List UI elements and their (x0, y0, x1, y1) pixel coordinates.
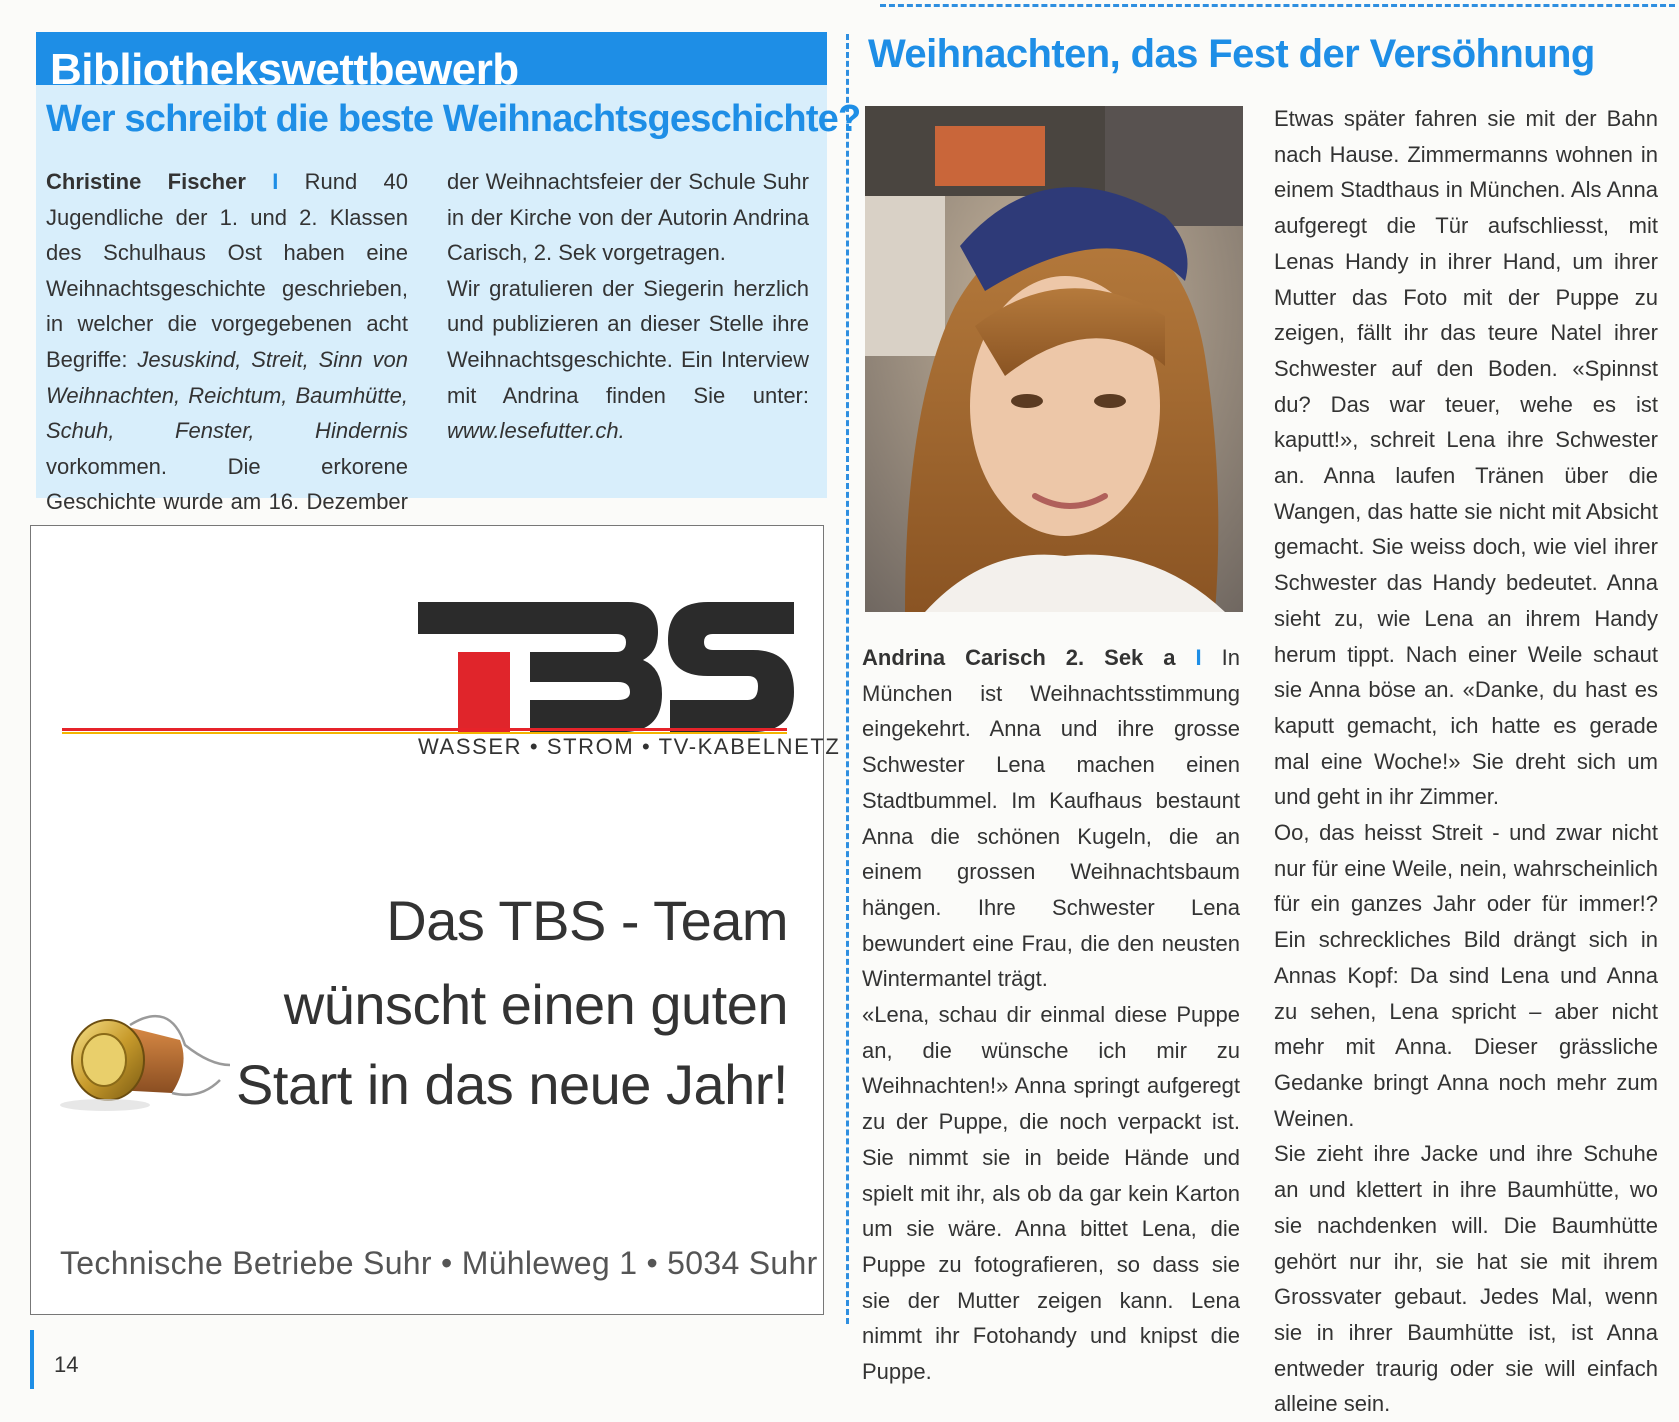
article-paragraph-2: «Lena, schau dir einmal diese Puppe an, die wünsche ich mir zu Weihnachten!» Anna springt aufgeregt zu der Puppe, die noch verpackt ist. Sie nimmt sie in beide Hände und spielt mit ihr, als ob da gar kein Karton um sie wäre. Anna bittet Lena, die Puppe zu fotografieren, so dass sie sie der Mutter zeigen kann. Lena nimmt ihr Fotohandy und knipst die Puppe. (862, 1002, 1240, 1385)
top-dashed-rule (880, 4, 1675, 7)
library-text-2b-body: Wir gratulieren der Siegerin herzlich und publizieren an dieser Stelle ihre Weihnachtsgeschichte. Ein Interview mit Andrina finden Sie unter: (447, 275, 809, 408)
article-paragraph-3: Etwas später fahren sie mit der Bahn nach Hause. Zimmermanns wohnen in einem Stadthaus in München. Als Anna aufgeregt die Tür aufschliesst, mit Lenas Handy in ihrer Hand, um ihrer Mutter das Foto mit der Puppe zu zeigen, fällt ihr das teure Natel ihrer Schwester auf den Boden. «Spinnst du? Das war teuer, wehe es ist kaputt!», schreit Lena ihre Schwester an. Anna laufen Tränen über die Wangen, das hatte sie nicht mit Absicht gemacht. Sie weiss doch, wie viel ihrer Schwester das Handy bedeutet. Anna sieht zu, wie Lena an ihrem Handy herum tippt. Nach einer Weile schaut sie Anna böse an. «Danke, du hast es kaputt gemacht, ich hatte es gerade mal eine Woche!» Sie dreht sich um und geht in ihr Zimmer. (1274, 106, 1658, 810)
article-column-2 (1274, 101, 1658, 1422)
champagne-cork-icon (60, 1005, 230, 1115)
article-paragraph-5: Sie zieht ihre Jacke und ihre Schuhe an und klettert in ihre Baumhütte, wo sie nachdenken will. Die Baumhütte gehört nur ihr, sie hat sie mit ihrem Grossvater gebaut. Jedes Mal, wenn sie in ihrer Baumhütte ist, ist Anna entweder traurig oder sie will einfach alleine sein. (1274, 1141, 1658, 1417)
ad-headline-1: Das TBS - Team (386, 889, 788, 952)
library-column-1 (46, 164, 408, 556)
article-author: Andrina Carisch 2. Sek a (862, 645, 1176, 670)
library-subtitle: Wer schreibt die beste Weihnachtsgeschichte? (46, 98, 861, 140)
page-number: 14 (54, 1352, 79, 1377)
author-portrait-photo (865, 106, 1243, 612)
tbs-tagline: WASSER • STROM • TV-KABELNETZ (418, 734, 841, 759)
library-text-1b: vorkommen. Die erkorene Geschichte wurde am 16. Dezember (46, 453, 408, 515)
ad-headline-2: wünscht einen guten (283, 973, 788, 1036)
library-terms: Jesuskind, Streit, Sinn von Weihnachten, Reichtum, Baumhütte, Schuh, Fenster, Hindernis (46, 346, 408, 444)
article-paragraph-4: Oo, das heisst Streit - und zwar nicht nur für eine Weile, nein, wahrscheinlich für ein ganzes Jahr oder für immer!? Ein schreckliches Bild drängt sich in Annas Kopf: Da sind Lena und Anna zu sehen, Lena spricht – aber nicht mehr mit Anna. Dieser grässliche Gedanke bringt Anna noch mehr zum Weinen. (1274, 820, 1658, 1131)
ad-footer-address: Technische Betriebe Suhr • Mühleweg 1 • 5034 Suhr (60, 1245, 818, 1281)
library-text-2b (447, 271, 809, 449)
column-divider (846, 34, 849, 1324)
ad-headline-3: Start in das neue Jahr! (236, 1053, 788, 1116)
library-column-2 (447, 164, 809, 449)
library-text-2a: der Weihnachtsfeier der Schule Suhr in der Kirche von der Autorin Andrina Carisch, 2. Sek vorgetragen. (447, 169, 809, 266)
article-paragraph-1-body: In München ist Weihnachtsstimmung eingekehrt. Anna und ihre grosse Schwester Lena machen einen Stadtbummel. Im Kaufhaus bestaunt Anna die schönen Kugeln, die an einem grossen Weihnachtsbaum hängen. Ihre Schwester Lena bewundert eine Frau, die den neusten Wintermantel trägt. (862, 645, 1240, 992)
library-author: Christine Fischer (46, 169, 246, 194)
article-paragraph-1 (862, 640, 1240, 997)
article-title: Weihnachten, das Fest der Versöhnung (868, 32, 1595, 76)
page-number-bar (30, 1330, 34, 1389)
tbs-red-rule (62, 728, 787, 731)
article-column-1 (862, 640, 1240, 1390)
author-divider: I (272, 169, 279, 194)
library-band (36, 32, 827, 85)
library-band-title: Bibliothekswettbewerb (50, 45, 519, 85)
library-text-1a: Rund 40 Jugendliche der 1. und 2. Klassen des Schulhaus Ost haben eine Weihnachtsgeschichte geschrieben, in welcher die vorgegebenen acht Begriffe: (46, 169, 408, 372)
lesefutter-link[interactable]: www.lesefutter.ch. (447, 418, 625, 444)
tbs-logo (418, 602, 794, 732)
article-author-divider: I (1195, 645, 1202, 670)
